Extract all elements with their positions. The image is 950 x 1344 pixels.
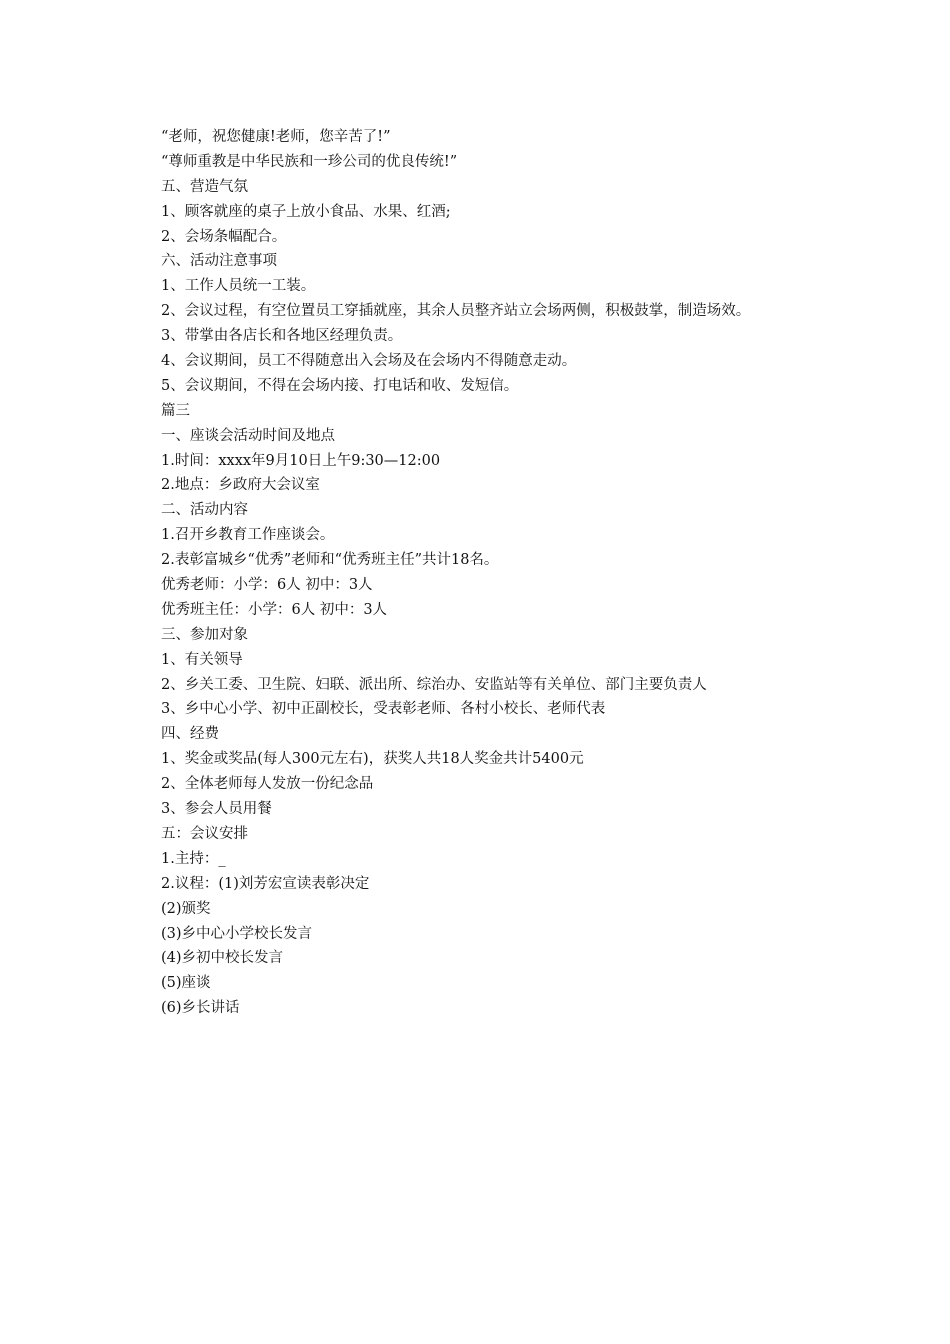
agenda-item: (5)座谈 [161, 975, 211, 992]
list-item: 2、会场条幅配合。 [161, 228, 287, 245]
list-item: 5、会议期间，不得在会场内接、打电话和收、发短信。 [161, 377, 519, 394]
text-line: 优秀老师：小学：6人 初中：3人 [161, 577, 373, 594]
list-item: 3、带掌由各店长和各地区经理负责。 [161, 328, 403, 345]
list-item: 1.主持：_ [161, 850, 226, 867]
section-heading: 二、活动内容 [161, 502, 248, 519]
agenda-item: (2)颁奖 [161, 900, 211, 917]
list-item: 1、顾客就座的桌子上放小食品、水果、红酒; [161, 203, 451, 220]
agenda-item: (6)乡长讲话 [161, 1000, 240, 1017]
quote-line: “尊师重教是中华民族和一珍公司的优良传统!” [161, 153, 458, 170]
list-item: 1.时间：xxxx年9月10日上午9:30—12:00 [161, 452, 441, 469]
section-heading: 四、经费 [161, 726, 219, 743]
section-heading: 五、营造气氛 [161, 178, 248, 195]
section-heading: 一、座谈会活动时间及地点 [161, 427, 335, 444]
agenda-item: (3)乡中心小学校长发言 [161, 925, 313, 942]
list-item: 2、全体老师每人发放一份纪念品 [161, 776, 374, 793]
list-item: 1、奖金或奖品(每人300元左右)，获奖人共18人奖金共计5400元 [161, 751, 584, 768]
list-item: 2、乡关工委、卫生院、妇联、派出所、综治办、安监站等有关单位、部门主要负责人 [161, 676, 707, 693]
section-heading: 六、活动注意事项 [161, 253, 277, 270]
list-item: 3、参会人员用餐 [161, 801, 272, 818]
section-heading: 三、参加对象 [161, 626, 248, 643]
list-item: 2.地点：乡政府大会议室 [161, 477, 320, 494]
text-line: 优秀班主任：小学：6人 初中：3人 [161, 601, 388, 618]
list-item: 1、工作人员统一工装。 [161, 278, 316, 295]
quote-line: “老师，祝您健康!老师，您辛苦了!” [161, 129, 391, 145]
list-item: 1.召开乡教育工作座谈会。 [161, 527, 335, 544]
list-item: 1、有关领导 [161, 651, 243, 668]
list-item: 2.表彰富城乡“优秀”老师和“优秀班主任”共计18名。 [161, 552, 499, 569]
document-body [161, 125, 861, 1021]
list-item: 2.议程：(1)刘芳宏宣读表彰决定 [161, 875, 370, 892]
list-item: 4、会议期间，员工不得随意出入会场及在会场内不得随意走动。 [161, 353, 577, 370]
agenda-item: (4)乡初中校长发言 [161, 950, 284, 967]
part-heading: 篇三 [161, 402, 190, 419]
list-item: 3、乡中心小学、初中正副校长，受表彰老师、各村小校长、老师代表 [161, 701, 606, 718]
list-item: 2、会议过程，有空位置员工穿插就座，其余人员整齐站立会场两侧，积极鼓掌，制造场效。 [161, 303, 751, 320]
section-heading: 五：会议安排 [161, 825, 248, 842]
